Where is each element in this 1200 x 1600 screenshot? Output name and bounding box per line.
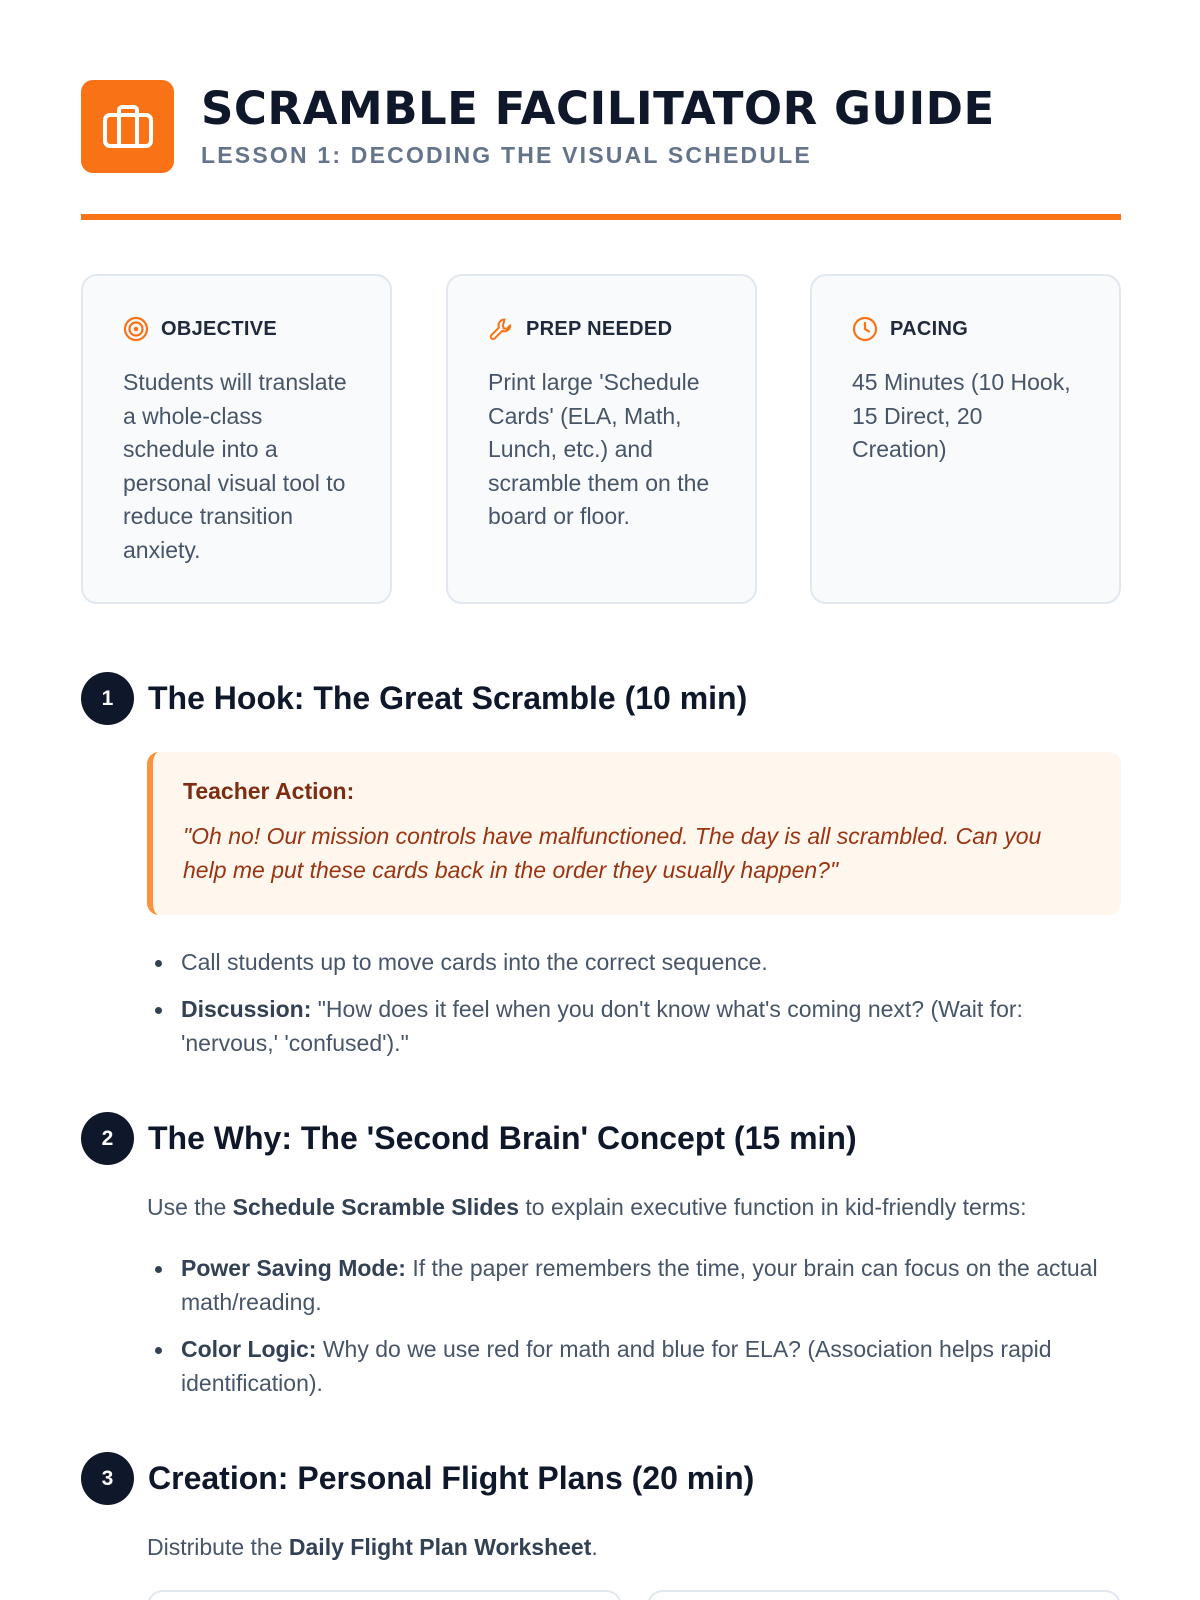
guide-header: [81, 80, 1121, 176]
callout-quote: "Oh no! Our mission controls have malfunctioned. The day is all scrambled. Can you help me put these cards back in the order they usually happen?": [183, 823, 1042, 883]
card-body: Print large 'Schedule Cards' (ELA, Math, Lunch, etc.) and scramble them on the board or floor.: [488, 369, 710, 529]
section-title: Creation: Personal Flight Plans (20 min): [148, 1460, 755, 1496]
list-item: Color Logic: Why do we use red for math and blue for ELA? (Association helps rapid identification).: [147, 1332, 1121, 1400]
target-icon: [123, 316, 149, 342]
wrench-icon: [488, 316, 514, 342]
clock-icon: [852, 316, 878, 342]
card-label: OBJECTIVE: [161, 317, 278, 340]
briefcase-icon: [102, 105, 154, 149]
worksheet-card-right: [647, 1590, 1121, 1600]
card-body: 45 Minutes (10 Hook, 15 Direct, 20 Creation): [852, 369, 1071, 462]
step-number: 1: [81, 672, 134, 725]
card-label: PACING: [890, 317, 969, 340]
why-bullets: [147, 1251, 1121, 1413]
objective-card: [81, 274, 392, 604]
section-intro: Distribute the Daily Flight Plan Worksheet.: [147, 1534, 598, 1560]
info-cards: [81, 274, 1121, 604]
list-item: Discussion: "How does it feel when you don't know what's coming next? (Wait for: 'nervous,' 'confused').": [147, 992, 1121, 1060]
hook-bullets: [147, 945, 1121, 1073]
worksheet-card-left: [147, 1590, 622, 1600]
section-intro: Use the Schedule Scramble Slides to explain executive function in kid-friendly terms:: [147, 1194, 1027, 1220]
section-title: The Why: The 'Second Brain' Concept (15 min): [148, 1120, 857, 1156]
card-body: Students will translate a whole-class schedule into a personal visual tool to reduce transition anxiety.: [123, 369, 347, 563]
list-item: Call students up to move cards into the correct sequence.: [147, 945, 1121, 979]
prep-card: [446, 274, 757, 604]
step-number: 2: [81, 1112, 134, 1165]
pacing-card: [810, 274, 1121, 604]
step-number: 3: [81, 1452, 134, 1505]
section-title: The Hook: The Great Scramble (10 min): [148, 680, 748, 716]
header-divider: [81, 214, 1121, 220]
card-label: PREP NEEDED: [526, 317, 673, 340]
logo-badge: [81, 80, 174, 173]
page-subtitle: LESSON 1: DECODING THE VISUAL SCHEDULE: [201, 142, 812, 168]
callout-heading: Teacher Action:: [183, 778, 355, 804]
list-item: Power Saving Mode: If the paper remembers the time, your brain can focus on the actual math/reading.: [147, 1251, 1121, 1319]
page-title: SCRAMBLE FACILITATOR GUIDE: [201, 82, 995, 135]
teacher-action-callout: [147, 752, 1121, 915]
